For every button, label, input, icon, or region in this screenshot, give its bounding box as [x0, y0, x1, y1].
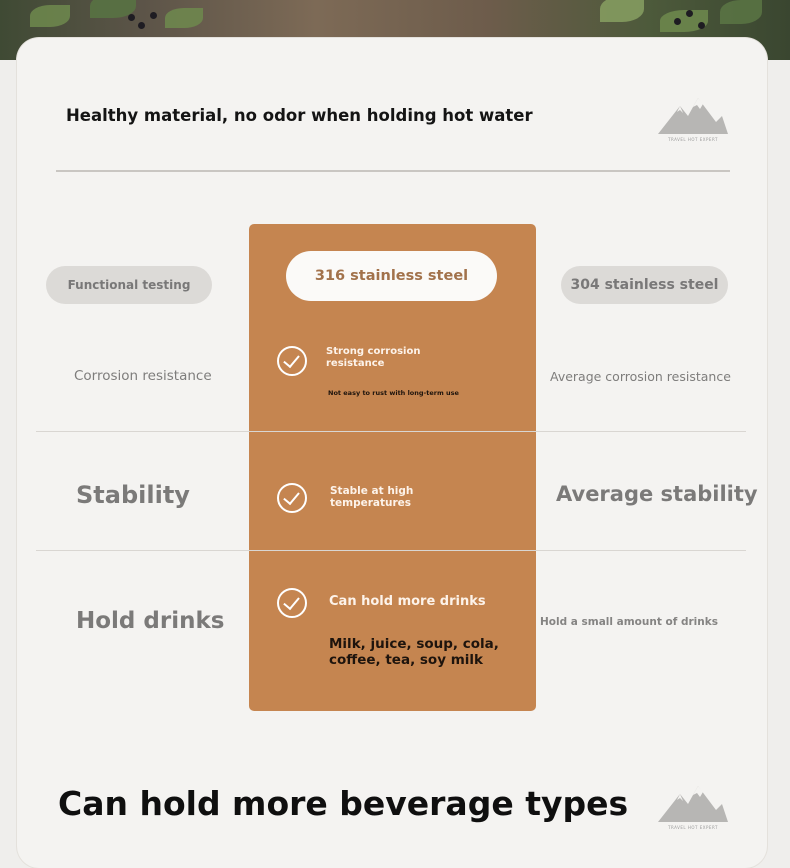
- row-label-stability: Stability: [76, 481, 190, 509]
- row1-right-value: Average corrosion resistance: [550, 369, 731, 384]
- row2-right-value: Average stability: [556, 482, 758, 506]
- right-column-header: 304 stainless steel: [561, 266, 728, 304]
- header-divider: [56, 170, 730, 172]
- berry-decoration: [686, 10, 693, 17]
- berry-decoration: [138, 22, 145, 29]
- logo-text: TRAVEL HOT EXPERT: [668, 137, 718, 142]
- berry-decoration: [128, 14, 135, 21]
- berry-decoration: [674, 18, 681, 25]
- row1-center-title: Strong corrosion resistance: [326, 346, 421, 369]
- mountain-logo-icon: [656, 780, 730, 830]
- row3-center-title: Can hold more drinks: [329, 594, 486, 609]
- row-divider: [36, 431, 746, 432]
- footer-heading: Can hold more beverage types: [58, 784, 629, 823]
- row3-center-note: Milk, juice, soup, cola, coffee, tea, soy milk: [329, 636, 499, 668]
- page-heading: Healthy material, no odor when holding hot water: [66, 106, 533, 125]
- leaf-decoration: [165, 8, 203, 28]
- berry-decoration: [150, 12, 157, 19]
- row-label-corrosion: Corrosion resistance: [74, 368, 212, 384]
- row2-center-title: Stable at high temperatures: [330, 485, 414, 509]
- row3-right-value: Hold a small amount of drinks: [540, 616, 718, 628]
- logo-text: TRAVEL HOT EXPERT: [668, 825, 718, 830]
- row1-center-note: Not easy to rust with long-term use: [328, 389, 459, 397]
- berry-decoration: [698, 22, 705, 29]
- left-column-header: Functional testing: [46, 266, 212, 304]
- center-column-header: 316 stainless steel: [286, 251, 497, 301]
- leaf-decoration: [720, 0, 762, 24]
- row-divider: [36, 550, 746, 551]
- checkmark-circle-icon: [277, 588, 307, 618]
- leaf-decoration: [600, 0, 644, 22]
- checkmark-circle-icon: [277, 483, 307, 513]
- checkmark-circle-icon: [277, 346, 307, 376]
- mountain-logo-icon: [656, 92, 730, 142]
- row-label-hold-drinks: Hold drinks: [76, 608, 225, 634]
- leaf-decoration: [30, 5, 70, 27]
